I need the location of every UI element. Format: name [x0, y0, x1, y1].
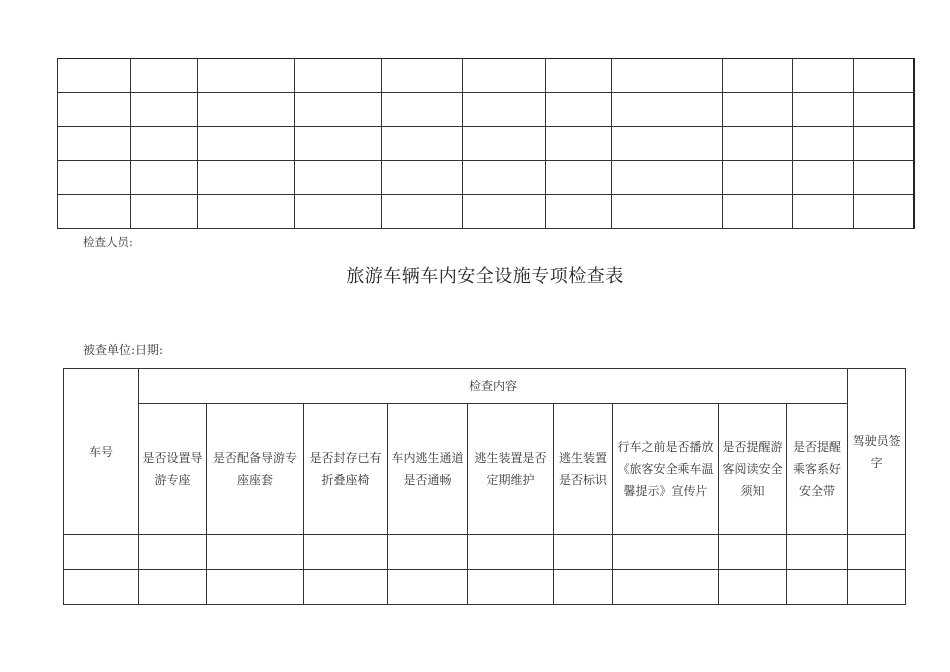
table-cell: [723, 59, 793, 93]
item-text: 是否封存已有折叠座椅: [309, 451, 382, 487]
table-cell: [723, 195, 793, 229]
inspection-table: [63, 368, 906, 605]
table-cell: [854, 93, 914, 127]
item-text: 是否提醒乘客系好安全带: [793, 440, 842, 498]
item-header: [613, 404, 719, 535]
table-cell: [382, 195, 463, 229]
table-cell: [131, 127, 198, 161]
item-header: [207, 404, 304, 535]
table-cell: [546, 195, 612, 229]
table-row: [58, 59, 914, 93]
item-header: [139, 404, 207, 535]
inspection-content-header: 检查内容: [139, 369, 848, 404]
table-cell: [463, 161, 546, 195]
table-cell: [295, 195, 382, 229]
table-cell: [463, 127, 546, 161]
item-header: [787, 404, 848, 535]
table-cell: [131, 93, 198, 127]
table-cell: [723, 127, 793, 161]
table-cell: [382, 161, 463, 195]
table-cell: [612, 195, 723, 229]
table-cell: [58, 127, 131, 161]
item-text: 是否设置导游专座: [142, 451, 203, 487]
table-row: [64, 535, 906, 570]
table-cell: [854, 161, 914, 195]
table-cell: [612, 161, 723, 195]
driver-signature-header: [848, 369, 906, 535]
table-row: [58, 127, 914, 161]
table-cell: [793, 127, 854, 161]
table-row: [58, 161, 914, 195]
table-cell: [58, 195, 131, 229]
table-cell: [198, 161, 295, 195]
top-blank-table: [57, 58, 915, 229]
table-cell: [295, 93, 382, 127]
table-cell: [382, 59, 463, 93]
item-text: 是否提醒游客阅读安全须知: [722, 440, 783, 498]
table-cell: [793, 93, 854, 127]
table-row: [58, 195, 914, 229]
item-text: 车内逃生通道是否通畅: [391, 451, 464, 487]
table-cell: [546, 59, 612, 93]
item-header: [554, 404, 613, 535]
item-header: [719, 404, 787, 535]
table-cell: [463, 93, 546, 127]
table-cell: [198, 127, 295, 161]
table-cell: [463, 195, 546, 229]
table-cell: [854, 195, 914, 229]
table-cell: [198, 195, 295, 229]
item-header: [304, 404, 388, 535]
table-cell: [198, 93, 295, 127]
table-cell: [546, 93, 612, 127]
table-cell: [382, 93, 463, 127]
table-cell: [723, 93, 793, 127]
inspected-unit-date-label: 被查单位:日期:: [83, 343, 164, 357]
table-cell: [58, 161, 131, 195]
table-cell: [58, 93, 131, 127]
table-cell: [854, 59, 914, 93]
driver-signature-text: 驾驶员签字: [852, 433, 901, 470]
table-cell: [295, 161, 382, 195]
table-cell: [131, 195, 198, 229]
table-cell: [723, 161, 793, 195]
item-text: 逃生装置是否定期维护: [474, 451, 547, 487]
table-cell: [382, 127, 463, 161]
table-row: [64, 570, 906, 605]
table-cell: [463, 59, 546, 93]
table-cell: [58, 59, 131, 93]
table-cell: [131, 59, 198, 93]
table-cell: [612, 127, 723, 161]
table-cell: [854, 127, 914, 161]
table-cell: [546, 127, 612, 161]
item-header: [468, 404, 554, 535]
item-header: [388, 404, 468, 535]
table-cell: [131, 161, 198, 195]
table-cell: [295, 59, 382, 93]
table-cell: [793, 195, 854, 229]
inspector-label: 检查人员:: [83, 235, 133, 249]
item-text: 是否配备导游专座座套: [212, 451, 297, 487]
table-cell: [612, 59, 723, 93]
table-cell: [295, 127, 382, 161]
page-title: 旅游车辆车内安全设施专项检查表: [346, 266, 624, 287]
table-cell: [793, 59, 854, 93]
item-text: 行车之前是否播放《旅客安全乘车温馨提示》宣传片: [617, 440, 714, 498]
vehicle-no-header: 车号: [64, 369, 139, 535]
item-text: 逃生装置是否标识: [558, 451, 607, 487]
table-cell: [546, 161, 612, 195]
table-cell: [612, 93, 723, 127]
table-cell: [793, 161, 854, 195]
table-row: [58, 93, 914, 127]
table-cell: [198, 59, 295, 93]
